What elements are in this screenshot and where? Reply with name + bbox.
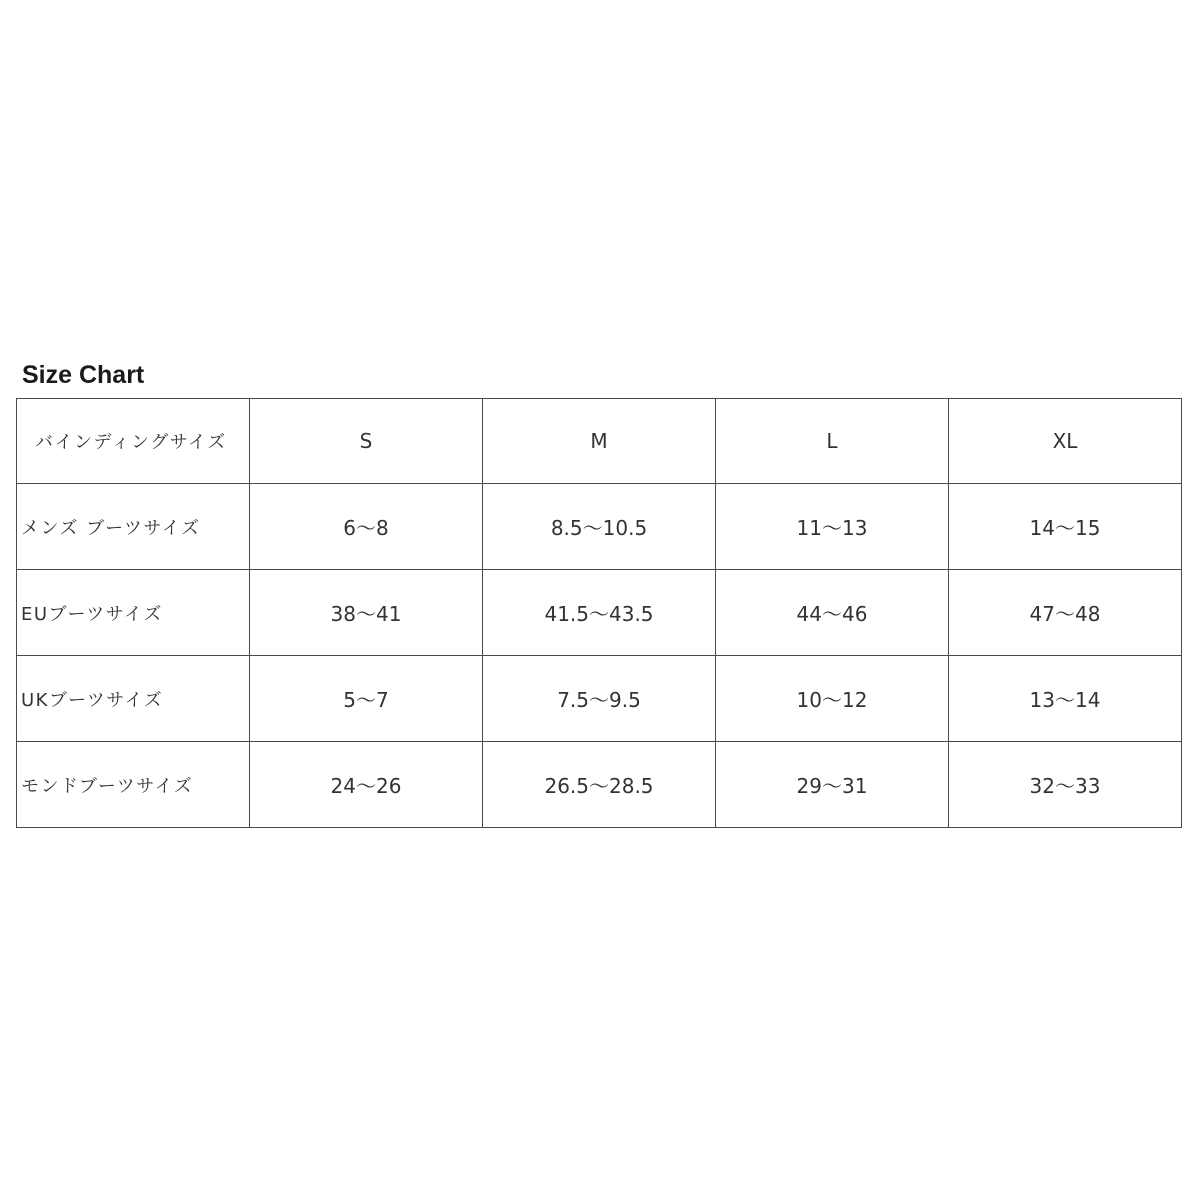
table-cell: 38～41 [250, 570, 483, 656]
table-header-row [17, 399, 1182, 484]
table-row [17, 742, 1182, 828]
table-cell: 26.5～28.5 [483, 742, 716, 828]
table-cell: 47～48 [949, 570, 1182, 656]
table-row [17, 484, 1182, 570]
row-label-mondo-boot-size: モンドブーツサイズ [17, 742, 250, 828]
table-cell: 7.5～9.5 [483, 656, 716, 742]
table-cell: 5～7 [250, 656, 483, 742]
table-cell: 32～33 [949, 742, 1182, 828]
size-chart-table [16, 398, 1182, 828]
header-cell-xl: XL [949, 399, 1182, 484]
table-cell: 13～14 [949, 656, 1182, 742]
table-cell: 44～46 [716, 570, 949, 656]
table-row [17, 656, 1182, 742]
table-cell: 24～26 [250, 742, 483, 828]
row-label-mens-boot-size: メンズ ブーツサイズ [17, 484, 250, 570]
table-cell: 41.5～43.5 [483, 570, 716, 656]
row-label-eu-boot-size: EUブーツサイズ [17, 570, 250, 656]
table-cell: 10～12 [716, 656, 949, 742]
row-label-uk-boot-size: UKブーツサイズ [17, 656, 250, 742]
header-cell-s: S [250, 399, 483, 484]
table-row [17, 570, 1182, 656]
header-cell-binding-size: バインディングサイズ [17, 399, 250, 484]
page-title: Size Chart [22, 361, 145, 389]
table-cell: 8.5～10.5 [483, 484, 716, 570]
table-cell: 29～31 [716, 742, 949, 828]
table-cell: 6～8 [250, 484, 483, 570]
header-cell-l: L [716, 399, 949, 484]
header-cell-m: M [483, 399, 716, 484]
table-cell: 14～15 [949, 484, 1182, 570]
table-cell: 11～13 [716, 484, 949, 570]
